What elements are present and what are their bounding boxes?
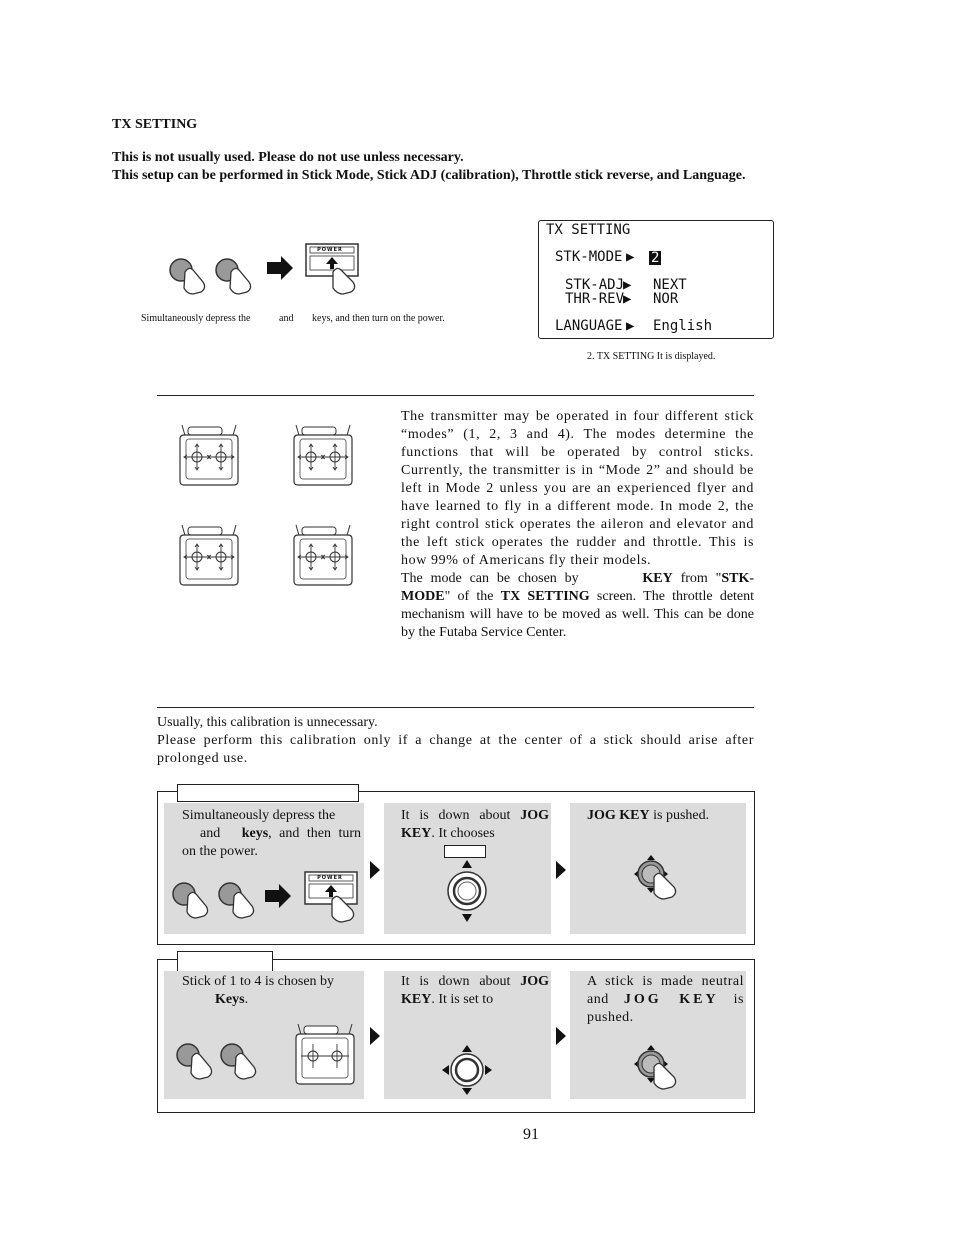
right-arrow-icon xyxy=(265,884,291,908)
calibration-note-text: Please perform this calibration only if a change at the center of a stick should arise after prolonged use. xyxy=(157,733,754,766)
lcd-language-value: English xyxy=(653,318,713,334)
lcd-stk-mode-value[interactable]: 2 xyxy=(651,250,660,266)
calibration-note-2 xyxy=(157,732,754,768)
step-text: It is down about xyxy=(401,974,511,989)
power-label: POWER xyxy=(317,875,343,881)
step-arrow-icon xyxy=(370,861,380,879)
lcd-pointer-icon: ▶ xyxy=(626,249,635,265)
stick-mode-description xyxy=(401,408,754,570)
stick-mode-paragraph: The transmitter may be operated in four different stick “modes” (1, 2, 3 and 4). The modes determine the functions that will be operated by control sticks. Currently, the transmitter is in “Mode 2” and should be left in Mode 2 unless you are an experienced flyer and have learned to fly in a different mode. In mode 2, the right control stick operates the aileron and elevator and the left stick operates the rudder and throttle. This is how 99% of Americans fly their models. xyxy=(401,409,754,568)
page-number: 91 xyxy=(523,1126,539,1143)
step-text: . It chooses xyxy=(431,826,495,841)
power-caption-part1: Simultaneously depress the xyxy=(141,313,251,324)
step-text: and xyxy=(200,826,221,841)
jog-key-press-icon xyxy=(634,855,684,900)
section-divider xyxy=(157,395,754,396)
step-2-panel-1-text xyxy=(182,973,361,1009)
stick-mode-instructions xyxy=(401,570,754,642)
step-arrow-icon xyxy=(556,1027,566,1045)
lcd-caption: 2. TX SETTING It is displayed. xyxy=(587,351,716,362)
transmitter-icon xyxy=(180,425,238,485)
power-caption-part3: keys, and then turn on the power. xyxy=(312,313,445,324)
key-button-icon xyxy=(173,883,208,918)
key-button-icon xyxy=(170,259,205,294)
calibration-note-1: Usually, this calibration is unnecessary. xyxy=(157,715,378,730)
lcd-pointer-icon: ▶ xyxy=(626,318,635,334)
section-divider xyxy=(157,707,754,708)
step-jog-key: JOG KEY xyxy=(401,974,549,1007)
intro-line-2: This setup can be performed in Stick Mode, Stick ADJ (calibration), Throttle stick reverse, and Language. xyxy=(112,168,746,183)
key-button-icon xyxy=(221,1044,256,1079)
step-jog-key: JOG KEY xyxy=(587,808,650,823)
step-keys: Keys xyxy=(215,992,245,1007)
step-keys: keys xyxy=(241,826,269,841)
jog-key-press-icon xyxy=(634,1045,684,1090)
instruction-stk-mode: STK-MODE xyxy=(401,571,755,604)
intro-line-1: This is not usually used. Please do not use unless necessary. xyxy=(112,150,464,165)
lcd-pointer-icon: ▶ xyxy=(623,291,632,307)
power-label: POWER xyxy=(317,247,343,253)
instruction-tx-setting: TX SETTING xyxy=(500,589,590,604)
right-arrow-icon xyxy=(267,256,293,280)
lcd-screen xyxy=(538,220,774,339)
menu-item-placeholder xyxy=(444,845,486,858)
step-text: Stick of 1 to 4 is chosen by xyxy=(182,974,335,989)
instruction-text: from " xyxy=(680,571,722,586)
step-text: is pushed. xyxy=(649,808,710,823)
key-button-icon xyxy=(219,883,254,918)
transmitter-icon xyxy=(180,525,238,585)
step-1-panel-1-text xyxy=(182,807,361,861)
step-text: . It is set to xyxy=(431,992,494,1007)
step-2-panel-3-text xyxy=(587,973,744,1027)
instruction-text: " of the xyxy=(444,589,494,604)
lcd-pointer-icon: ▶ xyxy=(623,277,632,293)
transmitter-icon xyxy=(296,1024,358,1088)
key-button-icon xyxy=(177,1044,212,1079)
jog-dial-updown-icon xyxy=(446,860,488,922)
key-buttons-illustration xyxy=(172,1033,272,1083)
step-row-1-tag xyxy=(177,784,359,802)
step-row-2-tag xyxy=(177,951,273,972)
step-2-panel-2-text xyxy=(401,973,549,1009)
instruction-text: The mode can be chosen by xyxy=(401,571,579,586)
step-text: is pushed. xyxy=(587,992,745,1025)
key-button-icon xyxy=(216,259,251,294)
transmitter-modes-illustration xyxy=(178,425,353,590)
step-text: Simultaneously depress the xyxy=(182,808,336,823)
lcd-language: LANGUAGE xyxy=(555,318,623,334)
section-heading: TX SETTING xyxy=(112,117,198,132)
step-arrow-icon xyxy=(556,861,566,879)
transmitter-icon xyxy=(294,525,352,585)
lcd-stk-adj: STK-ADJ xyxy=(565,277,625,293)
step-arrow-icon xyxy=(370,1027,380,1045)
lcd-stk-adj-value: NEXT xyxy=(653,277,687,293)
lcd-stk-mode: STK-MODE xyxy=(555,249,623,265)
step-text: A stick is made neutral and xyxy=(587,974,744,1007)
transmitter-icon xyxy=(294,425,352,485)
instruction-key: KEY xyxy=(642,571,673,586)
lcd-title: TX SETTING xyxy=(546,222,631,238)
step-1-panel-2-text xyxy=(401,807,549,843)
step-jog-key: JOG KEY xyxy=(401,808,549,841)
lcd-thr-rev-value: NOR xyxy=(653,291,679,307)
lcd-thr-rev: THR-REV xyxy=(565,291,625,307)
instruction-text: screen. The throttle detent mechanism will have to be moved as well. This can be done by the Futaba Service Center. xyxy=(401,589,755,640)
jog-dial-4way-icon xyxy=(442,1045,492,1095)
power-caption-part2: and xyxy=(279,313,294,324)
step-text: . xyxy=(244,992,249,1007)
step-1-panel-3-text xyxy=(587,807,744,825)
step-jog-key: JOG KEY xyxy=(623,992,719,1007)
step-text: , and then turn on the power. xyxy=(182,826,362,859)
step-text: It is down about xyxy=(401,808,511,823)
